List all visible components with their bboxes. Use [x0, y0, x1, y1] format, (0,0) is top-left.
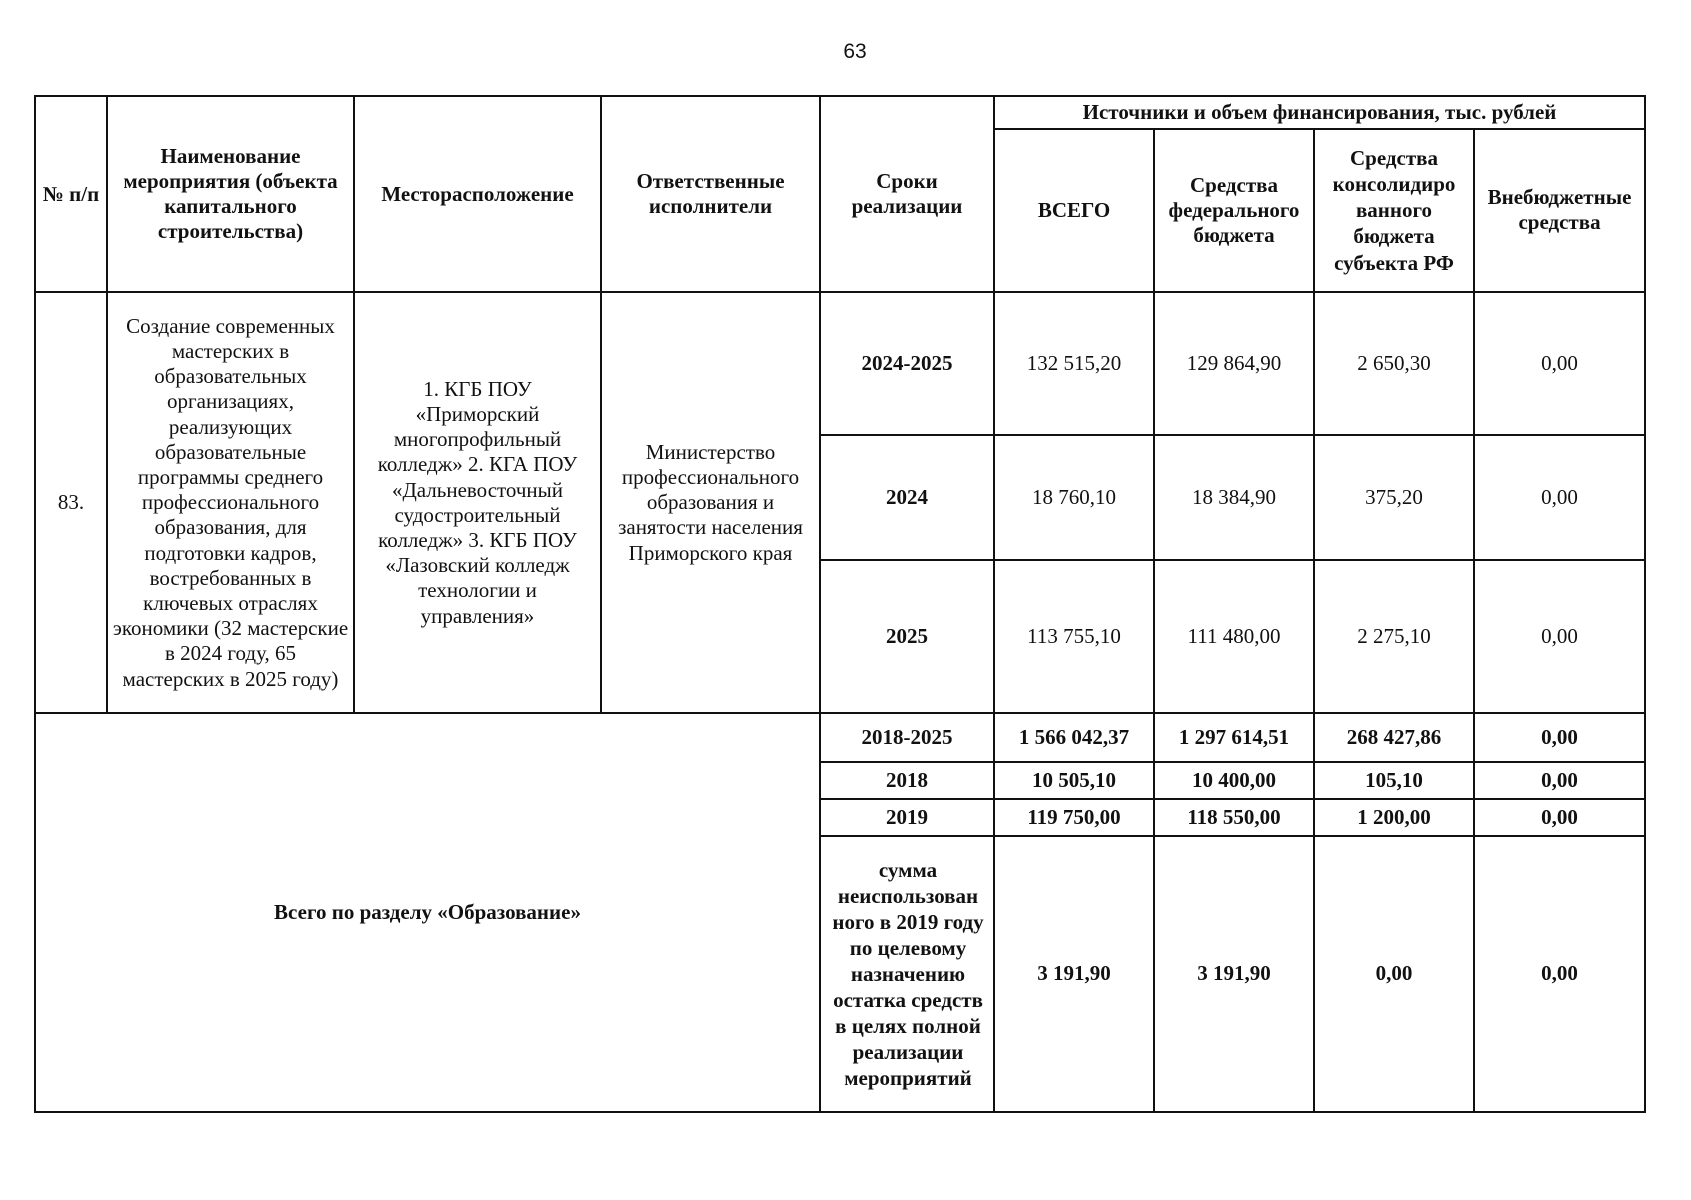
item-regional: 2 650,30	[1314, 292, 1474, 435]
item-federal: 129 864,90	[1154, 292, 1314, 435]
item-extra: 0,00	[1474, 435, 1645, 560]
header-extra: Внебюджетные средства	[1474, 129, 1645, 293]
summary-period: 2019	[820, 799, 994, 836]
summary-extra: 0,00	[1474, 713, 1645, 762]
item-extra: 0,00	[1474, 292, 1645, 435]
header-regional: Средства консолидиро ванного бюджета субъекта РФ	[1314, 129, 1474, 293]
item-period: 2024-2025	[820, 292, 994, 435]
item-executors: Министерство профессионального образования и занятости населения Приморского края	[601, 292, 820, 713]
header-name: Наименование мероприятия (объекта капитального строительства)	[107, 96, 354, 292]
item-num: 83.	[35, 292, 107, 713]
summary-regional: 1 200,00	[1314, 799, 1474, 836]
summary-federal: 118 550,00	[1154, 799, 1314, 836]
summary-extra: 0,00	[1474, 836, 1645, 1112]
summary-total: 119 750,00	[994, 799, 1154, 836]
page-number: 63	[843, 40, 867, 63]
header-sources: Источники и объем финансирования, тыс. рублей	[994, 96, 1645, 129]
item-total: 113 755,10	[994, 560, 1154, 713]
summary-federal: 1 297 614,51	[1154, 713, 1314, 762]
header-federal: Средства федерального бюджета	[1154, 129, 1314, 293]
summary-federal: 10 400,00	[1154, 762, 1314, 799]
item-regional: 2 275,10	[1314, 560, 1474, 713]
summary-total: 3 191,90	[994, 836, 1154, 1112]
item-extra: 0,00	[1474, 560, 1645, 713]
item-total: 18 760,10	[994, 435, 1154, 560]
header-executors: Ответственные исполнители	[601, 96, 820, 292]
item-regional: 375,20	[1314, 435, 1474, 560]
summary-label: Всего по разделу «Образование»	[35, 713, 820, 1112]
summary-regional: 0,00	[1314, 836, 1474, 1112]
header-location: Месторасположение	[354, 96, 601, 292]
header-num: № п/п	[35, 96, 107, 292]
summary-federal: 3 191,90	[1154, 836, 1314, 1112]
item-federal: 18 384,90	[1154, 435, 1314, 560]
summary-regional: 268 427,86	[1314, 713, 1474, 762]
item-federal: 111 480,00	[1154, 560, 1314, 713]
summary-period: 2018	[820, 762, 994, 799]
item-period: 2025	[820, 560, 994, 713]
item-period: 2024	[820, 435, 994, 560]
item-name: Создание современных мастерских в образовательных организациях, реализующих образовательные программы среднего профессионального образования, для подготовки кадров, востребованных в ключевых отраслях экономики (32 мастерские в 2024 году, 65 мастерских в 2025 году)	[107, 292, 354, 713]
item-total: 132 515,20	[994, 292, 1154, 435]
summary-period: сумма неиспользован ного в 2019 году по целевому назначению остатка средств в целях полной реализации мероприятий	[820, 836, 994, 1112]
summary-total: 10 505,10	[994, 762, 1154, 799]
header-terms: Сроки реализации	[820, 96, 994, 292]
summary-extra: 0,00	[1474, 799, 1645, 836]
summary-total: 1 566 042,37	[994, 713, 1154, 762]
summary-regional: 105,10	[1314, 762, 1474, 799]
financing-table	[34, 95, 1646, 1113]
summary-extra: 0,00	[1474, 762, 1645, 799]
header-total: ВСЕГО	[994, 129, 1154, 293]
item-location: 1. КГБ ПОУ «Приморский многопрофильный колледж» 2. КГА ПОУ «Дальневосточный судостроительный колледж» 3. КГБ ПОУ «Лазовский колледж технологии и управления»	[354, 292, 601, 713]
summary-period: 2018-2025	[820, 713, 994, 762]
